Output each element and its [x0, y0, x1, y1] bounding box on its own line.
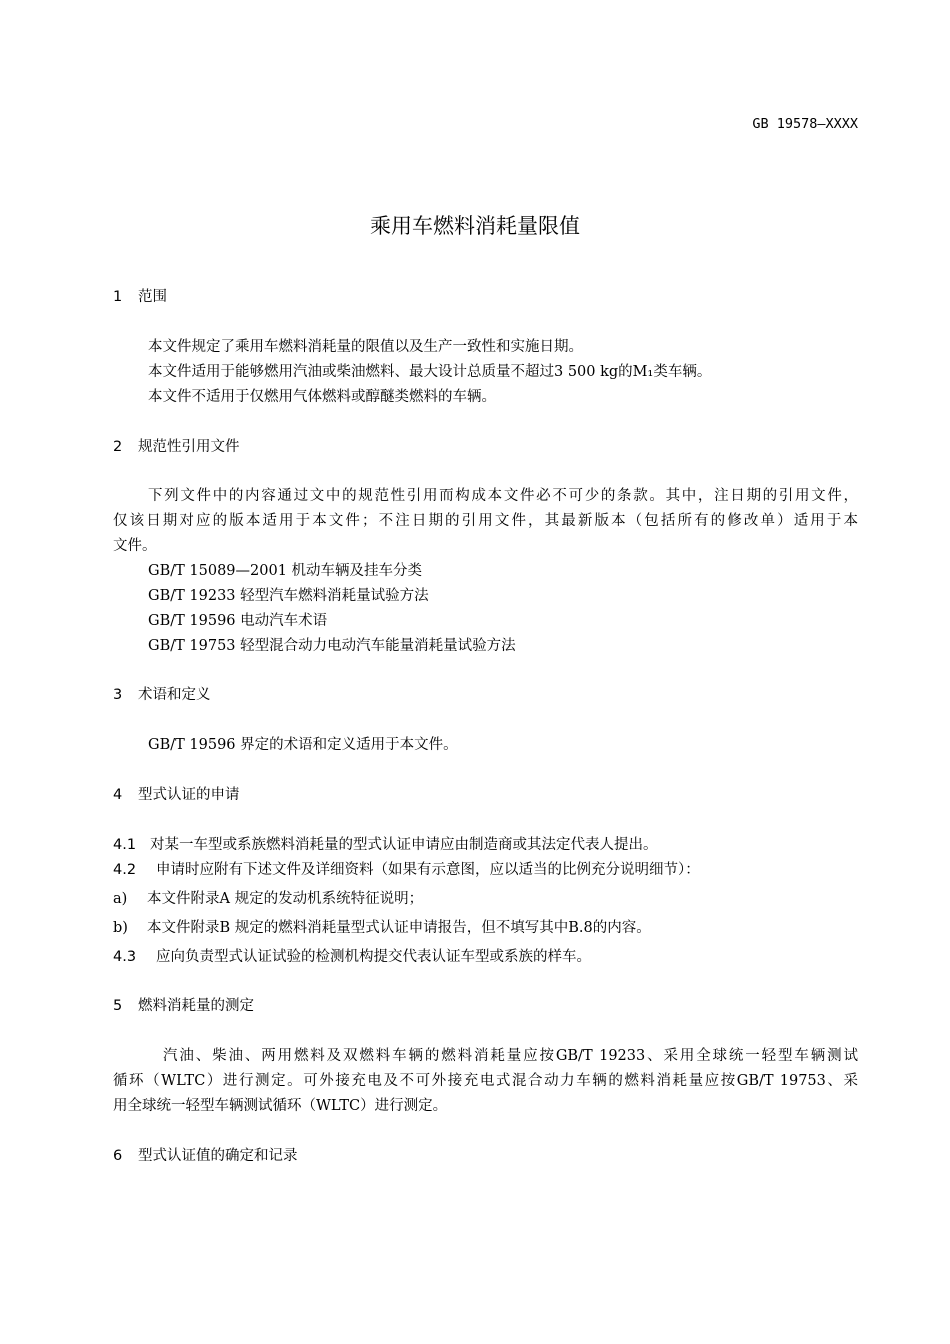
reference-item: GB/T 19596 电动汽车术语: [148, 613, 328, 629]
section-number: 1: [113, 289, 123, 305]
paragraph-line: 文件。: [113, 538, 157, 554]
section-title: 型式认证值的确定和记录: [138, 1148, 298, 1164]
section-6-heading: [113, 1146, 298, 1166]
section-number: 5: [113, 998, 123, 1014]
paragraph: 本文件适用于能够燃用汽油或柴油燃料、最大设计总质量不超过3 500 kg的M₁类车辆。: [148, 364, 712, 380]
clause-item: [113, 860, 700, 880]
section-number: 3: [113, 687, 123, 703]
paragraph: 本文件不适用于仅燃用气体燃料或醇醚类燃料的车辆。: [148, 389, 496, 405]
section-4-heading: [113, 785, 240, 805]
clause-label: 4.2: [113, 862, 137, 878]
list-label: a): [113, 891, 128, 907]
list-text: 本文件附录B 规定的燃料消耗量型式认证申请报告，但不填写其中B.8的内容。: [147, 920, 651, 936]
paragraph: 本文件规定了乘用车燃料消耗量的限值以及生产一致性和实施日期。: [148, 339, 583, 355]
section-title: 范围: [138, 289, 167, 305]
section-3-heading: [113, 685, 211, 705]
paragraph-line: 循环（WLTC）进行测定。可外接充电及不可外接充电式混合动力车辆的燃料消耗量应按GB/T 19753、采: [113, 1073, 858, 1089]
document-title: 乘用车燃料消耗量限值: [370, 214, 580, 238]
paragraph-line: 汽油、柴油、两用燃料及双燃料车辆的燃料消耗量应按GB/T 19233、采用全球统一轻型车辆测试: [163, 1048, 858, 1064]
clause-text: 对某一车型或系族燃料消耗量的型式认证申请应由制造商或其法定代表人提出。: [150, 837, 658, 853]
section-title: 燃料消耗量的测定: [138, 998, 254, 1014]
clause-label: 4.3: [113, 949, 137, 965]
paragraph: GB/T 19596 界定的术语和定义适用于本文件。: [148, 737, 458, 753]
clause-item: [113, 835, 658, 855]
list-label: b): [113, 920, 128, 936]
section-title: 规范性引用文件: [138, 439, 240, 455]
section-title: 型式认证的申请: [138, 787, 240, 803]
section-5-heading: [113, 996, 254, 1016]
reference-item: GB/T 19753 轻型混合动力电动汽车能量消耗量试验方法: [148, 638, 516, 654]
section-2-heading: [113, 437, 240, 457]
section-number: 2: [113, 439, 123, 455]
reference-item: GB/T 15089—2001 机动车辆及挂车分类: [148, 563, 423, 579]
clause-text: 申请时应附有下述文件及详细资料（如果有示意图，应以适当的比例充分说明细节）：: [156, 862, 700, 878]
section-title: 术语和定义: [138, 687, 211, 703]
paragraph-line: 用全球统一轻型车辆测试循环（WLTC）进行测定。: [113, 1098, 448, 1114]
section-1-heading: [113, 287, 167, 307]
clause-text: 应向负责型式认证试验的检测机构提交代表认证车型或系族的样车。: [156, 949, 591, 965]
list-item: [113, 889, 423, 909]
clause-item: [113, 947, 591, 967]
list-text: 本文件附录A 规定的发动机系统特征说明；: [147, 891, 424, 907]
list-item: [113, 918, 651, 938]
clause-label: 4.1: [113, 837, 137, 853]
section-number: 4: [113, 787, 123, 803]
paragraph-line: 仅该日期对应的版本适用于本文件；不注日期的引用文件，其最新版本（包括所有的修改单）适用于本: [113, 513, 858, 529]
paragraph-line: 下列文件中的内容通过文中的规范性引用而构成本文件必不可少的条款。其中，注日期的引用文件，: [148, 488, 858, 504]
document-id: GB 19578—XXXX: [752, 116, 858, 132]
reference-item: GB/T 19233 轻型汽车燃料消耗量试验方法: [148, 588, 429, 604]
section-number: 6: [113, 1148, 123, 1164]
